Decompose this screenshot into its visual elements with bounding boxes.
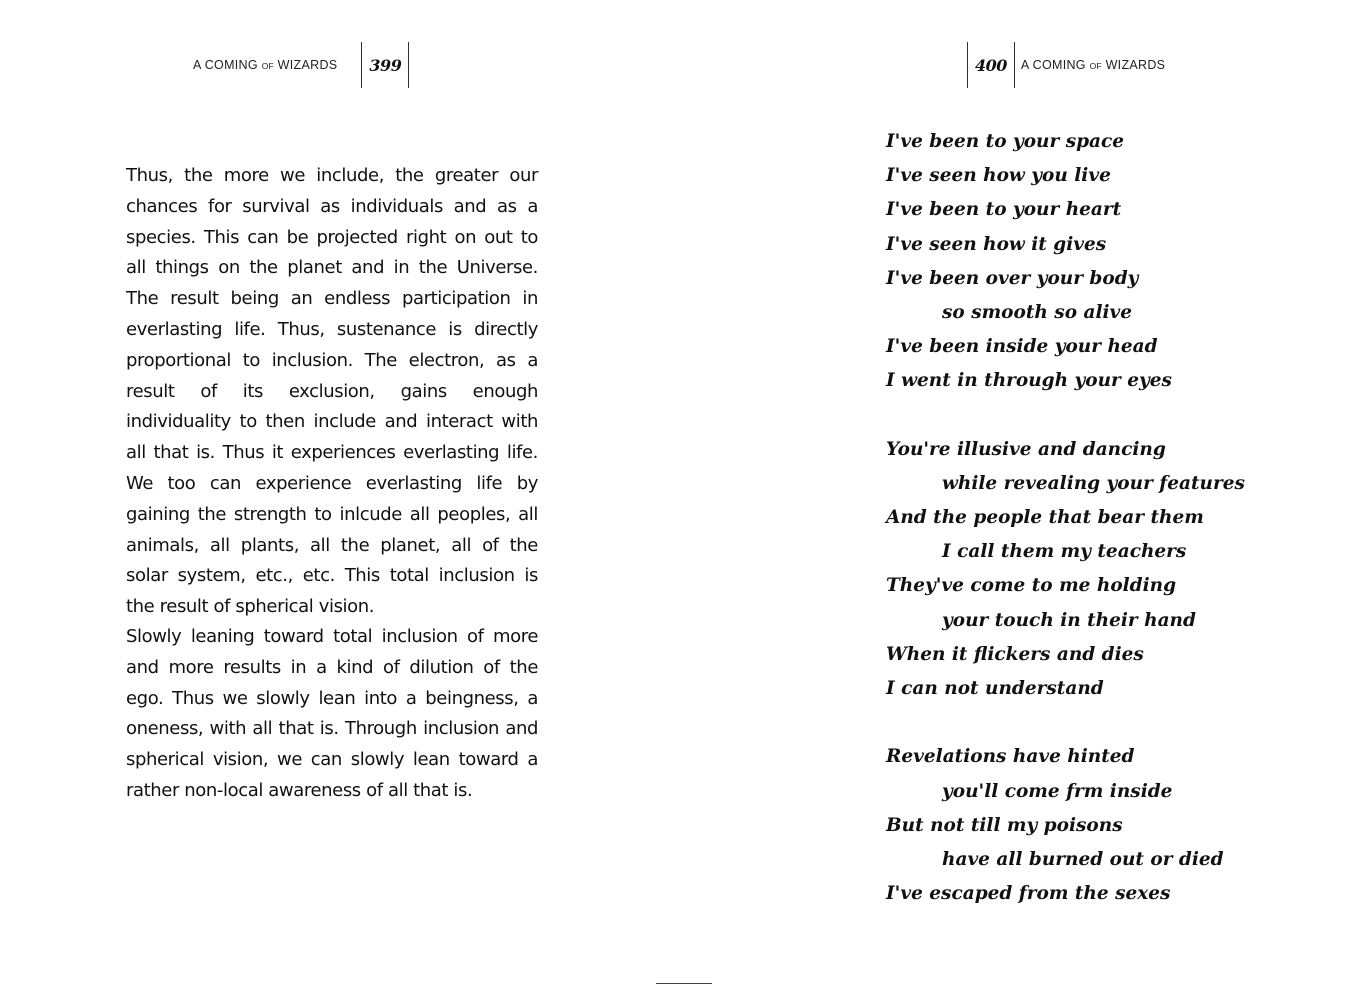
poem-line: while revealing your features (942, 472, 1245, 494)
poem-line: They've come to me holding (886, 575, 1177, 597)
poem-line: I've been over your body (886, 267, 1139, 289)
poem-line: I went in through your eyes (886, 370, 1172, 392)
left-page-number: 399 (369, 55, 402, 75)
poem-line: I've seen how you live (886, 165, 1111, 187)
right-header-rule-2 (1014, 42, 1015, 88)
body-paragraph-2: Slowly leaning toward total inclusion of more and more results in a kind of dilution of the ego. Thus we slowly lean into a beingness, a oneness, with all that is. Through inclusion and spherical vision, we can slowly lean toward a rather non-local awareness of all that is. (126, 626, 538, 801)
left-header-rule-1 (361, 42, 362, 88)
right-book-title (1021, 58, 1165, 72)
poem-line: your touch in their hand (942, 609, 1196, 631)
poem (886, 125, 1326, 911)
poem-line: I've been inside your head (886, 336, 1158, 358)
poem-line: Revelations have hinted (886, 746, 1135, 768)
poem-line: you'll come frm inside (942, 780, 1173, 802)
poem-line: I call them my teachers (942, 541, 1187, 563)
right-book-title-part-2: OF (1089, 61, 1102, 71)
right-book-title-part-3: WIZARDS (1101, 58, 1166, 72)
stanza-break (886, 706, 1326, 740)
poem-line: I've seen how it gives (886, 233, 1107, 255)
poem-line: When it flickers and dies (886, 643, 1144, 665)
left-running-head (193, 42, 409, 88)
left-book-title (193, 58, 337, 72)
poem-line: But not till my poisons (886, 814, 1123, 836)
right-running-head (967, 42, 1165, 88)
poem-line: so smooth so alive (942, 301, 1133, 323)
poem-line: I can not understand (886, 678, 1104, 699)
footer-rule (656, 983, 712, 984)
left-header-rule-2 (408, 42, 409, 88)
poem-line: And the people that bear them (886, 507, 1204, 529)
body-paragraph-1: Thus, the more we include, the greater our chances for survival as individuals and as a species. This can be projected right on out to all things on the planet and in the Universe. The result being an endless participation in everlasting life. Thus, sustenance is directly proportional to inclusion. The electron, as a result of its exclusion, gains enough individuality to then include and interact with all that is. Thus it experiences everlasting life. We too can experience everlasting life by gaining the strength to inlcude all peoples, all animals, all plants, all the planet, all of the solar system, etc., etc. This total inclusion is the result of spherical vision. (126, 165, 538, 618)
poem-line: I've escaped from the sexes (886, 883, 1171, 905)
left-book-title-part-3: WIZARDS (273, 58, 338, 72)
poem-line: I've been to your heart (886, 199, 1122, 221)
stanza-break (886, 399, 1326, 433)
left-book-title-part-1: A COMING (193, 58, 262, 72)
right-book-title-part-1: A COMING (1020, 58, 1090, 72)
right-page-number: 400 (975, 55, 1007, 75)
poem-line: have all burned out or died (942, 848, 1224, 870)
left-book-title-part-2: OF (261, 61, 274, 71)
poem-line: I've been to your space (886, 131, 1125, 152)
right-header-rule-1 (967, 42, 968, 88)
poem-line: You're illusive and dancing (886, 438, 1166, 460)
